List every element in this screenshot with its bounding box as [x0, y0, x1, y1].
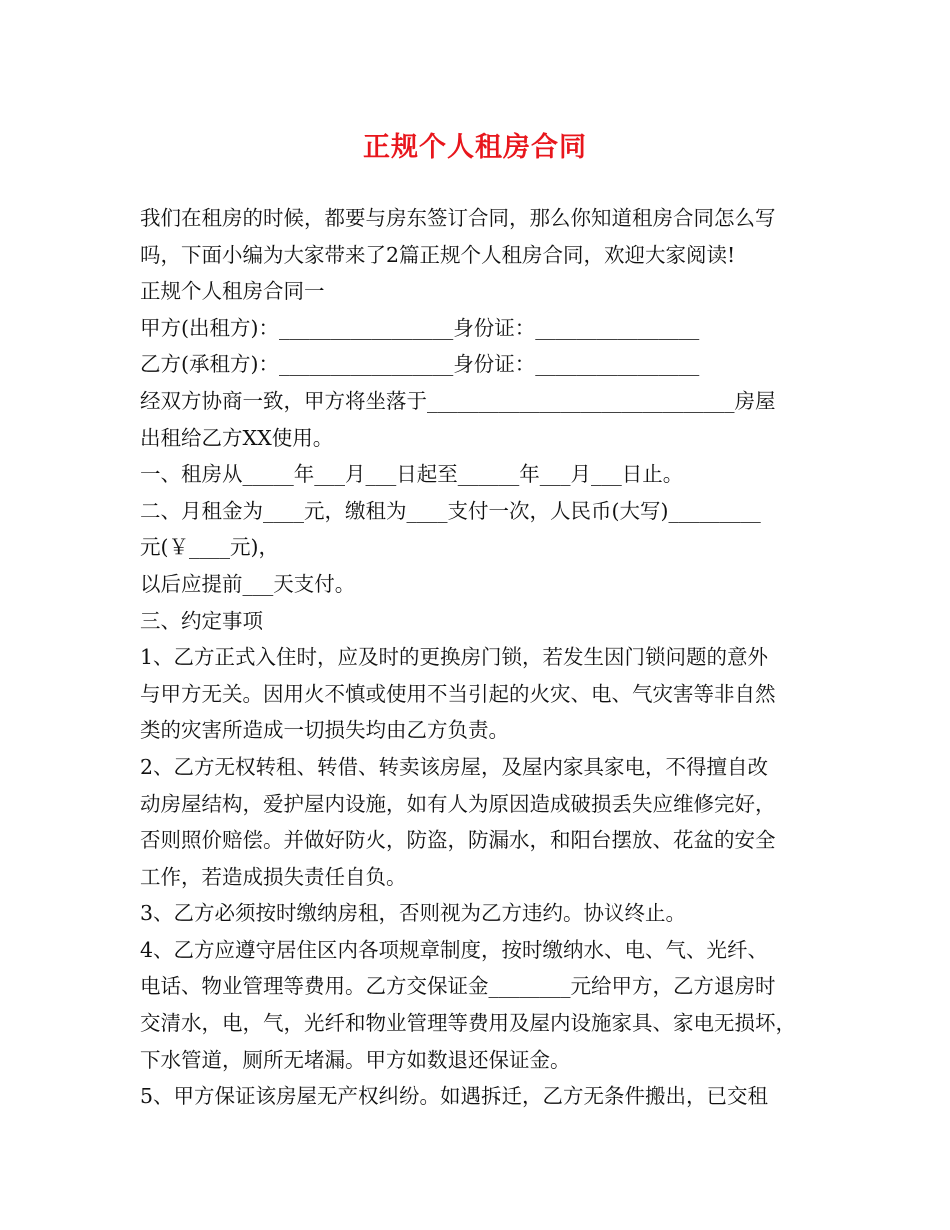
clause-line: 下水管道，厕所无堵漏。甲方如数退还保证金。: [140, 1047, 571, 1072]
section-heading: 正规个人租房合同一: [140, 279, 325, 304]
clause-line: 元(￥____元)，: [140, 535, 279, 560]
clause-line: 与甲方无关。因用火不慎或使用不当引起的火灾、电、气灾害等非自然: [140, 681, 776, 706]
paragraph-line: 我们在租房的时候，都要与房东签订合同，那么你知道租房合同怎么写: [140, 206, 776, 230]
party-a-line: 甲方(出租方)：_________________身份证：________________: [140, 315, 700, 340]
clause-line: 类的灾害所造成一切损失均由乙方负责。: [140, 718, 509, 743]
paragraph-line: 吗，下面小编为大家带来了2篇正规个人租房合同，欢迎大家阅读!: [140, 242, 736, 267]
clause-line: 1、乙方正式入住时，应及时的更换房门锁，若发生因门锁问题的意外: [140, 645, 769, 670]
clause-line: 一、租房从_____年___月___日起至______年___月___日止。: [140, 462, 684, 487]
document-body: [140, 200, 820, 1115]
clause-line: 动房屋结构，爱护屋内设施，如有人为原因造成破损丢失应维修完好，: [140, 791, 776, 816]
clause-line: 二、月租金为____元，缴租为____支付一次，人民币(大写)_________: [140, 498, 761, 523]
clause-line: 交清水，电，气，光纤和物业管理等费用及屋内设施家具、家电无损坏，: [140, 1011, 796, 1036]
paragraph-line: 出租给乙方XX使用。: [140, 425, 334, 450]
clause-line: 3、乙方必须按时缴纳房租，否则视为乙方违约。协议终止。: [140, 901, 687, 926]
clause-line: 工作，若造成损失责任自负。: [140, 864, 407, 889]
clause-line: 4、乙方应遵守居住区内各项规章制度，按时缴纳水、电、气、光纤、: [140, 937, 769, 962]
document-title: 正规个人租房合同: [363, 132, 587, 163]
clause-line: 以后应提前___天支付。: [140, 571, 356, 596]
clause-line: 电话、物业管理等费用。乙方交保证金________元给甲方，乙方退房时: [140, 974, 776, 999]
paragraph-line: 经双方协商一致，甲方将坐落于______________________________房屋: [140, 388, 776, 413]
clause-line: 2、乙方无权转租、转借、转卖该房屋，及屋内家具家电，不得擅自改: [140, 754, 769, 779]
clause-line: 5、甲方保证该房屋无产权纠纷。如遇拆迁，乙方无条件搬出，已交租: [140, 1084, 769, 1109]
clause-line: 否则照价赔偿。并做好防火，防盗，防漏水，和阳台摆放、花盆的安全: [140, 828, 776, 853]
party-b-line: 乙方(承租方)：_________________身份证：________________: [140, 352, 700, 377]
section-heading: 三、约定事项: [140, 608, 263, 633]
